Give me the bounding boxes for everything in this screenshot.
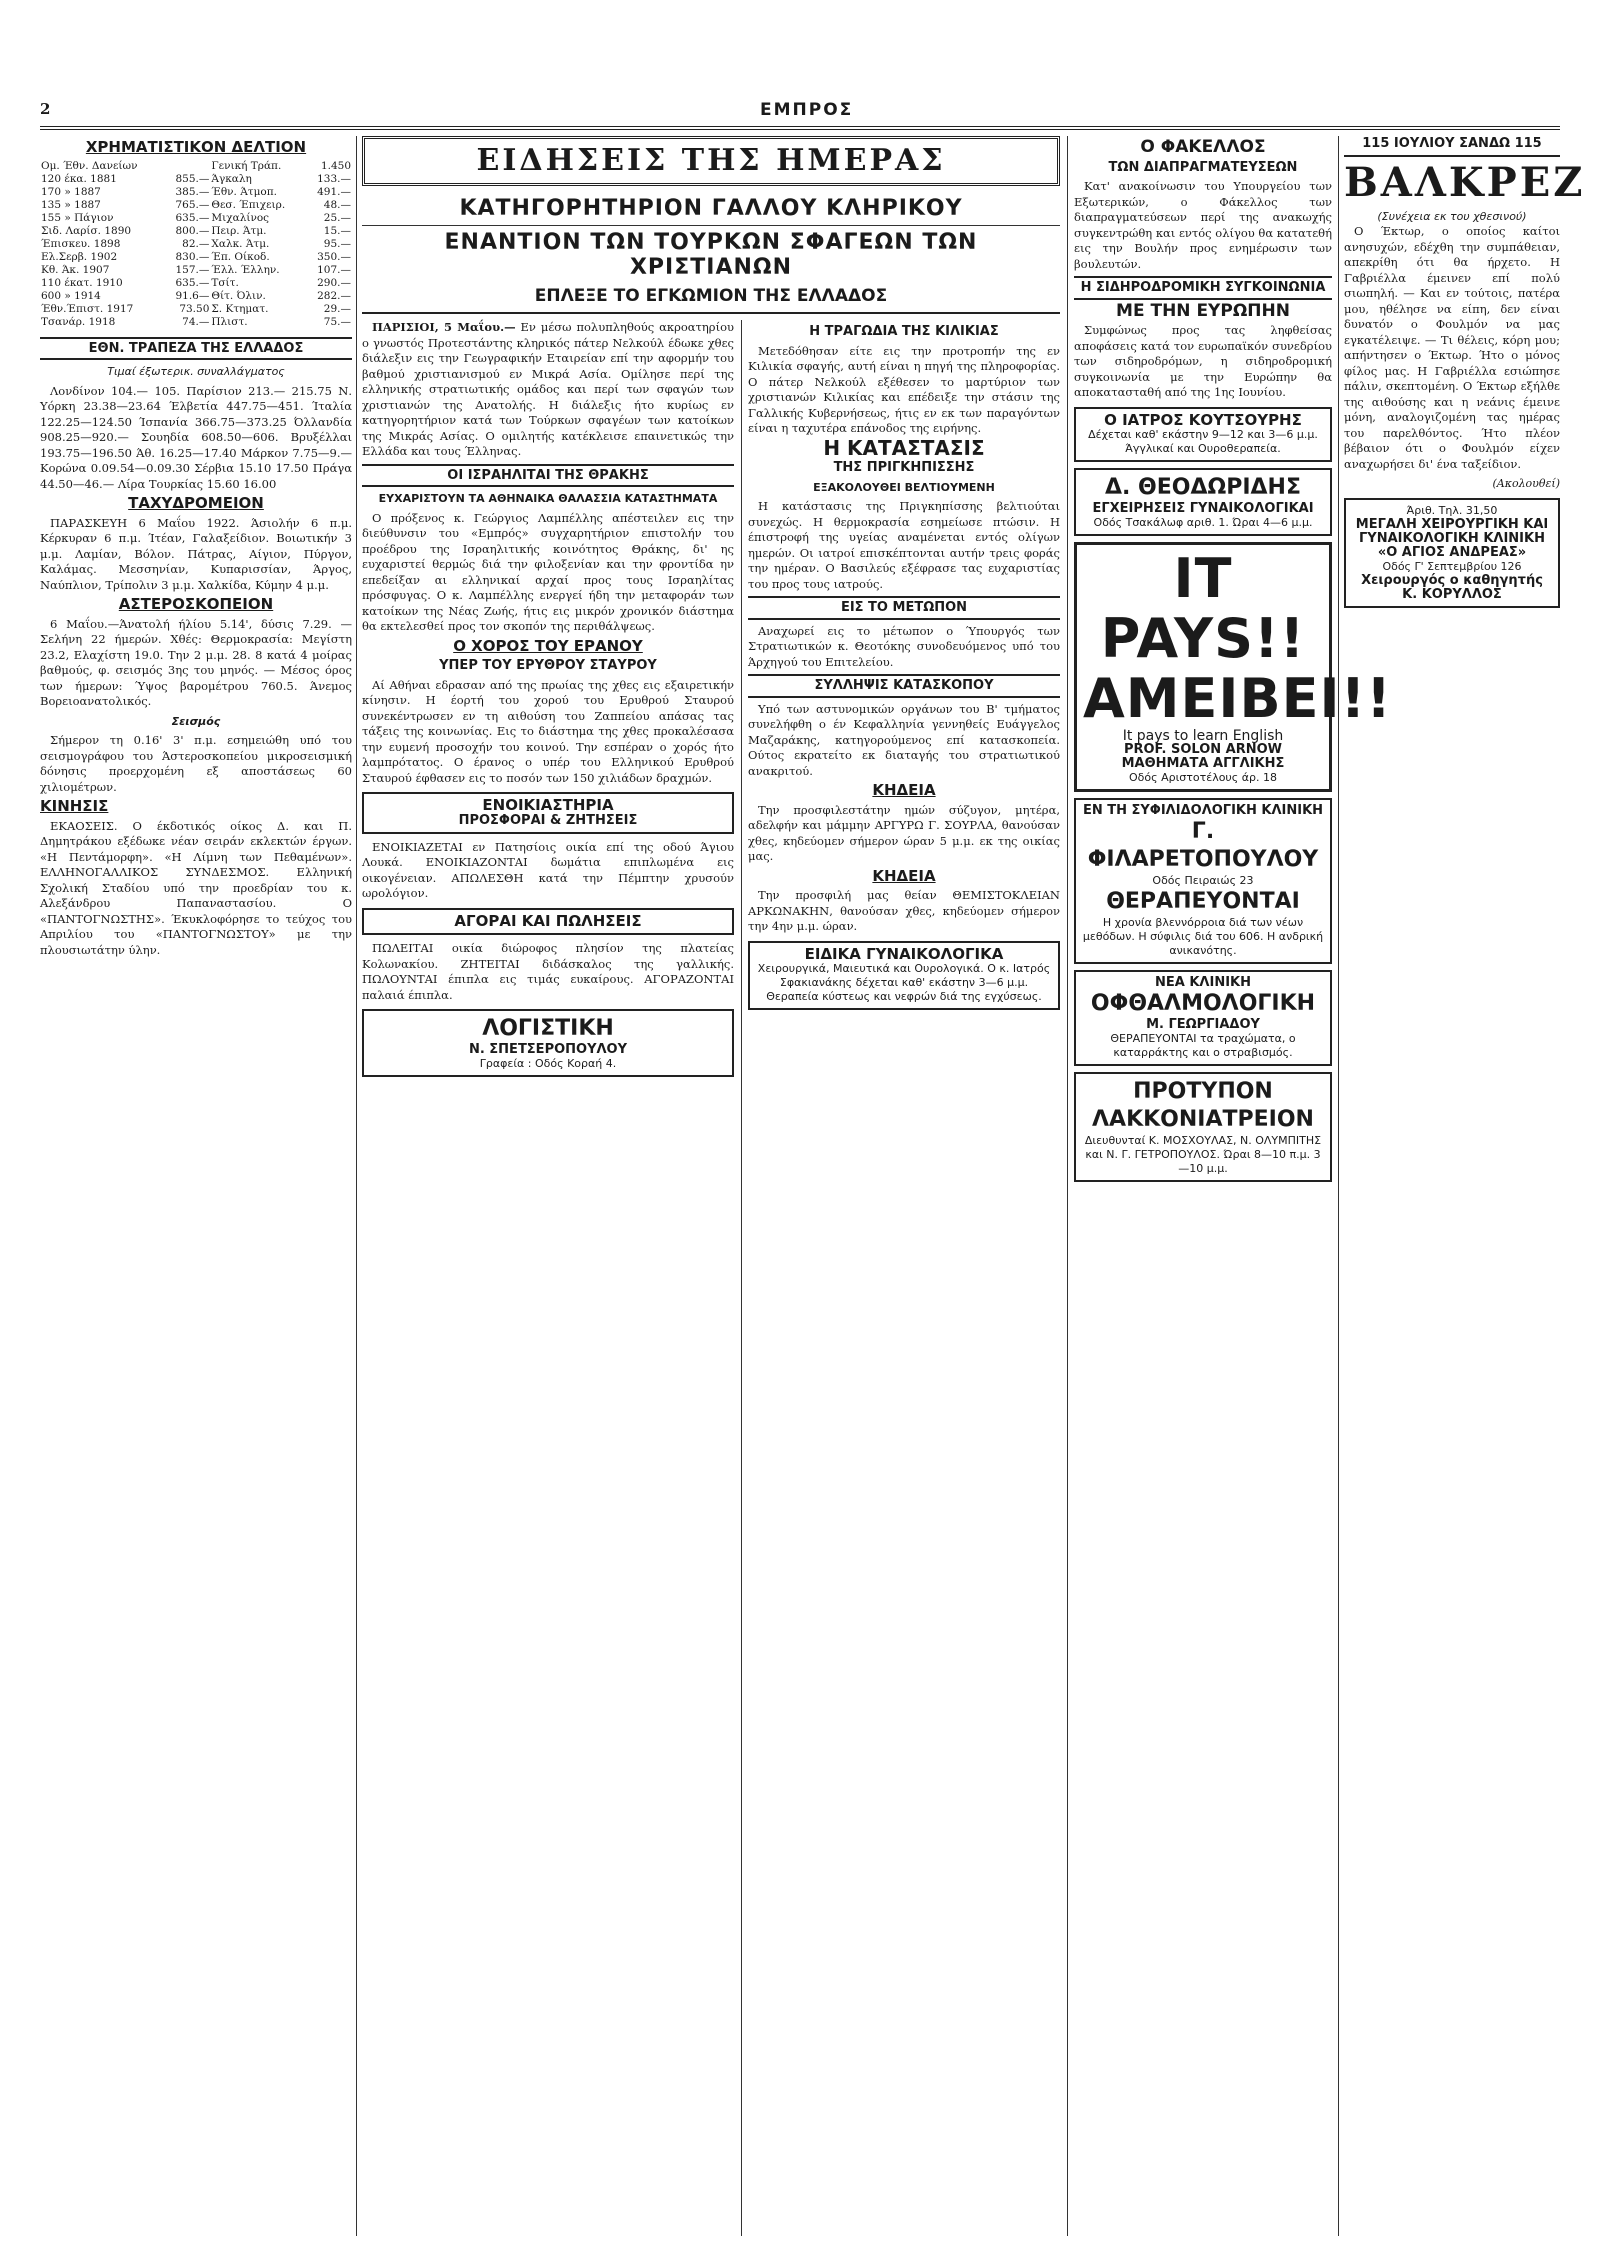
observatory-text: 6 Μαΐου.—Άνατολή ήλίου 5.14', δύσις 7.29. —Σελήνη 22 ήμερών. Χθές: Θερμοκρασία: Μεγίστη 23.2, Ελαχίστη 19.0. Την 2 μ.μ. 28. 8 κατά 4 μοίρας βαθμούς, φ. σεισμός 3ης του μηνός. — Μέσος όρος των ήμερων: Ύψος βαρομέτρου 760.5. Άνεμος Βορειοανατολικός. [40,616,352,708]
column-3 [748,320,1060,2236]
column-2 [362,320,734,2236]
serial-title: ΒΑΛΚΡΕΖ [1344,158,1586,206]
bank-title: ΕΘΝ. ΤΡΑΠΕΖΑ ΤΗΣ ΕΛΛΑΔΟΣ [40,337,352,361]
story-title: ΕΙΣ ΤΟ ΜΕΤΩΠΟΝ [748,596,1060,620]
rate-label: 120 έκα. 1881 [41,172,117,185]
post-title: ΤΑΧΥΔΡΟΜΕΙΟΝ [128,494,264,512]
rate-value: 75.— [323,315,351,328]
story-subtitle: ΜΕ ΤΗΝ ΕΥΡΩΠΗΝ [1116,300,1290,321]
lead-headlines [362,196,1060,314]
notice-title: ΚΗΔΕΙΑ [872,866,936,885]
eye-clinic-title: ΟΦΘΑΛΜΟΛΟΓΙΚΗ [1090,991,1316,1016]
section-banner: ΕΙΔΗΣΕΙΣ ΤΗΣ ΗΜΕΡΑΣ [362,136,1060,186]
story-title: ΟΙ ΙΣΡΑΗΛΙΤΑΙ ΤΗΣ ΘΡΑΚΗΣ [362,464,734,488]
story-title: Ο ΦΑΚΕΛΛΟΣ [1140,137,1266,157]
rate-value: 74.— [182,315,210,328]
rate-row [40,173,352,186]
story-title: Η ΣΙΔΗΡΟΔΡΟΜΙΚΗ ΣΥΓΚΟΙΝΩΝΙΑ [1074,276,1332,300]
rate-row [40,225,352,238]
rate-label: Γενική Τράπ. [211,159,282,172]
seismic-text: Σήμερον τη 0.16' 3' π.μ. εσημειώθη υπό του σεισμογράφου του Άστεροσκοπείου μικροσεισμική δόνησις προερχομένη εξ αποστάσεως 60 χιλιομέτρων. [40,733,352,794]
rate-row [40,212,352,225]
rate-label: Ομ. Έθν. Δανείων [41,159,138,172]
rate-label: Έπ. Οίκοδ. [211,250,270,263]
rate-label: Έθν.Έπιστ. 1917 [41,302,134,315]
model-clinic-subtitle: ΛΑΚΚΟΝΙΑΤΡΕΙΟΝ [1092,1107,1314,1132]
clinic-title: ΕΝ ΤΗ ΣΥΦΙΛΙΔΟΛΟΓΙΚΗ ΚΛΙΝΙΚΗ [1082,803,1324,818]
story-body: Κατ' ανακοίνωσιν του Υπουργείου των Εξωτερικών, ο Φάκελλος των διαπραγματεύσεων περί της ανακωχής συγκεντρώθη και εντός ολίγου θα κατατεθή εις την Βουλήν προς ενημέρωσιν των βουλευτών. [1074,179,1332,271]
rate-value: 157.— [175,263,210,276]
newspaper-name: ΕΜΠΡΟΣ [760,100,854,120]
serial-header [1344,136,1586,224]
surgeon-name: Δ. ΘΕΟΔΩΡΙΔΗΣ [1105,475,1301,500]
rate-value: 635.— [175,211,210,224]
surgical-clinic-ad [1344,498,1560,608]
gynecology-body: Χειρουργικά, Μαιευτικά και Ουρολογικά. Ο κ. Ιατρός Σφακιανάκης δέχεται καθ' εκάστην 3—6 μ.μ. Θεραπεία κύστεως και νεφρών διά της εγχύσεως. [757,962,1051,1003]
rate-value: 91.6— [175,289,210,302]
story-subtitle: ΤΗΣ ΠΡΙΓΚΗΠΙΣΣΗΣ [833,460,975,475]
classifieds-box [362,792,734,834]
column-5 [1344,136,1586,2236]
rate-value: 830.— [175,250,210,263]
rate-label: Σιδ. Λαρίσ. 1890 [41,224,132,237]
rates-table [40,160,352,329]
rate-value: 48.— [323,198,351,211]
rate-row [40,303,352,316]
ad-headline-greek: ΑΜΕΙΒΕΙ!! [1083,667,1392,730]
movement-title: ΚΙΝΗΣΙΣ [40,797,109,815]
rate-value: 95.— [323,237,351,250]
clinic-name: Γ. ΦΙΛΑΡΕΤΟΠΟΥΛΟΥ [1087,819,1319,872]
surgical-clinic-title: ΜΕΓΑΛΗ ΧΕΙΡΟΥΡΓΙΚΗ ΚΑΙ ΓΥΝΑΙΚΟΛΟΓΙΚΗ ΚΛΙΝΙΚΗ [1355,516,1549,546]
accounting-name: Ν. ΣΠΕΤΣΕΡΟΠΟΥΛΟΥ [468,1042,628,1057]
sales-box [362,908,734,936]
clinic-ad [1074,798,1332,964]
rate-value [165,160,211,173]
rate-row [40,251,352,264]
rate-value: 15.— [323,224,351,237]
rate-value: 1.450 [320,159,351,172]
eye-clinic-ad [1074,970,1332,1066]
rate-label: Σ. Κτηματ. [211,302,269,315]
eye-clinic-body: ΘΕΡΑΠΕΥΟΝΤΑΙ τα τραχώματα, ο καταρράκτης και ο στραβισμός. [1110,1032,1296,1059]
story-title: Η ΤΡΑΓΩΔΙΑ ΤΗΣ ΚΙΛΙΚΙΑΣ [809,324,999,339]
rate-label: Ελ.Σερβ. 1902 [41,250,118,263]
masthead [40,100,1560,140]
gynecology-ad [748,941,1060,1011]
rate-label: 170 » 1887 [41,185,101,198]
serial-end: (Ακολουθεί) [1492,477,1560,490]
column-4 [1074,136,1392,2236]
lead-body-text: Εν μέσω πολυπληθούς ακροατηρίου ο γνωστός Προτεστάντης κληρικός πάτερ Νελκούλ έδωκε χθες διάλεξιν εις την Γεωγραφικήν Εταιρείαν επί την αφορμήν του βαθμού χριστιανισμού εν Μικρά Ασία. Ομίλησε περί της ελληνικής στρατιωτικής ομάδος και περί των σφαγών των χριστιανών της Ανατολής. Η διάλεξις ήτο κυρίως εν κατηγορητήριον κατά των Τούρκων σφαγέων των κατοίκων της Μικράς Ασίας. Ο ομιλητής κατέκλεισε επαινετικώς την Ελλάδα και τους Έλληνας. [362,320,734,458]
ad-address: Οδός Αριστοτέλους άρ. 18 [1129,771,1277,784]
ad-teacher: PROF. SOLON ARNOW [1123,742,1283,757]
rate-label: 135 » 1887 [41,198,101,211]
story-subtitle: ΤΩΝ ΔΙΑΠΡΑΓΜΑΤΕΥΣΕΩΝ [1108,159,1298,175]
rate-value: 491.— [317,185,351,198]
lead-body [362,320,734,460]
classifieds-title: ΕΝΟΙΚΙΑΣΤΗΡΙΑ [482,796,614,814]
notice-body: Την προσφιλεστάτην ημών σύζυγον, μητέρα, αδελφήν και μάμμην ΑΡΓΥΡΩ Γ. ΣΟΥΡΛΑ, θανούσαν χθες, κηδεύομεν σήμερον ώραν 5 μ.μ. εκ της οικίας μας. [748,802,1060,863]
accounting-ad [362,1009,734,1077]
rate-row [40,238,352,251]
clinic-body: Η χρονία βλεννόρροια διά των νέων μεθόδων. Η σύφιλις διά του 606. Η ανδρική ανικανότης. [1082,916,1324,957]
surgeon-address: Οδός Τσακάλωφ αριθ. 1. Ώραι 4—6 μ.μ. [1093,516,1313,529]
rate-value: 73.50 [179,302,210,315]
rate-value: 635.— [175,276,210,289]
rate-value: 107.— [317,263,351,276]
rate-label: Άγκαλη [211,172,252,185]
movement-text: ΕΚΑΟΣΕΙΣ. Ο έκδοτικός οίκος Δ. και Π. Δημητράκου εξέδωκε νέαν σειράν εκλεκτών έργων. «Η Πεντάμορφη». «Η Λίμνη των Πεθαμένων». ΕΛΛΗΝΟΓΑΛΛΙΚΟΣ ΣΥΝΔΕΣΜΟΣ. Ελληνική Σχολική Σταδίου υπό την προεδρίαν του κ. Αλεξάνδρου Παπαναστασίου. Ο «ΠΑΝΤΟΓΝΩΣΤΗΣ». Έκυκλοφόρησε το τεύχος του Απριλίου του «ΠΑΝΤΟΓΝΩΣΤΟΥ» με την πλουσιωτάτην ύλην. [40,818,352,957]
story-subtitle-2: ΕΞΑΚΟΛΟΥΘΕΙ ΒΕΛΤΙΟΥΜΕΝΗ [813,480,995,494]
story-title: Η ΚΑΤΑΣΤΑΣΙΣ [823,435,985,460]
story-subtitle: ΕΥΧΑΡΙΣΤΟΥΝ ΤΑ ΑΘΗΝΑΙΚΑ ΘΑΛΑΣΣΙΑ ΚΑΤΑΣΤΗΜΑΤΑ [378,492,718,505]
lead-headline-2: ΕΝΑΝΤΙΟΝ ΤΩΝ ΤΟΥΡΚΩΝ ΣΦΑΓΕΩΝ ΤΩΝ ΧΡΙΣΤΙΑΝΩΝ [444,230,978,280]
surgical-clinic-address: Οδός Γ' Σεπτεμβρίου 126 [1382,559,1522,573]
column-divider [1067,136,1068,2236]
clinic-headline: ΘΕΡΑΠΕΥΟΝΤΑΙ [1106,889,1300,914]
accounting-address: Γραφεία : Οδός Κοραή 4. [479,1057,617,1070]
serial-note: (Συνέχεια εκ του χθεσινού) [1377,209,1527,223]
model-clinic-body: Διευθυνταί Κ. ΜΟΣΧΟΥΛΑΣ, Ν. ΟΛΥΜΠΙΤΗΣ και Ν. Γ. ΓΕΤΡΟΠΟΥΛΟΣ. Ώραι 8—10 π.μ. 3—10 μ.μ. [1084,1134,1322,1175]
rate-value: 855.— [175,172,210,185]
serial-top: 115 ΙΟΥΛΙΟΥ ΣΑΝΔΩ 115 [1344,136,1560,157]
rate-label: 110 έκατ. 1910 [41,276,123,289]
story-subtitle: ΥΠΕΡ ΤΟΥ ΕΡΥΘΡΟΥ ΣΤΑΥΡΟΥ [439,658,657,673]
story-title: ΣΥΛΛΗΨΙΣ ΚΑΤΑΣΚΟΠΟΥ [748,674,1060,698]
rate-value: 29.— [323,302,351,315]
sales-text: ΠΩΛΕΙΤΑΙ οικία διώροφος πλησίον της πλατείας Κολωνακίου. ΖΗΤΕΙΤΑΙ διδάσκαλος της γαλλικής. ΠΩΛΟΥΝΤΑΙ έπιπλα εις τιμάς ευκαίρους. ΑΓΟΡΑΖΟΝΤΑΙ παλαιά έπιπλα. [362,941,734,1002]
eye-clinic-top: ΝΕΑ ΚΛΙΝΙΚΗ [1155,975,1251,990]
rate-row [40,277,352,290]
rate-label: Πλιστ. [211,315,248,328]
doctor-body: Δέχεται καθ' εκάστην 9—12 και 3—6 μ.μ. Άγγλικαί και Ουροθεραπεία. [1088,428,1318,455]
masthead-rule [40,126,1560,130]
serial-body: Ο Έκτωρ, ο οποίος καίτοι ανησυχών, εδέχθη την συμπάθειαν, απεκρίθη ότι θα ήρχετο. Η Γαβριέλλα έμεινεν επί πολύ σιωπηλή. — Και εν τούτοις, πατέρα μου, ηθέλησε να είπη, δεν είναι δυνατόν ο Φουλμόν να μας εγκατέλειψε. — Τι θέλεις, κόρη μου; απήντησεν ο Έκτωρ. Ήτο ο μόνος φίλος μας. Η Γαβριέλλα εσιώπησε πάλιν, σκεπτομένη. Ο Έκτωρ εξήλθε της αιθούσης και η νεάνις έμεινε μόνη, αναλογιζομένη τας ημέρας του παρελθόντος. Ήτο πλέον βέβαιον ότι ο Φουλμόν είχεν αναχωρήσει δι' ένα ταξείδιον. [1344,224,1560,471]
rate-label: 600 » 1914 [41,289,101,302]
rate-label: Θίτ. Όλιν. [211,289,266,302]
rate-label: Χαλκ. Άτμ. [211,237,270,250]
page-number: 2 [40,100,51,118]
notice-title: ΚΗΔΕΙΑ [872,781,936,799]
model-clinic-ad [1074,1072,1332,1182]
classifieds-text: ΕΝΟΙΚΙΑΖΕΤΑΙ εν Πατησίοις οικία επί της οδού Άγιου Λουκά. ΕΝΟΙΚΙΑΖΟΝΤΑΙ δωμάτια επιπλωμένα εις οικογένειαν. ΑΠΩΛΕΣΘΗ κατά την Πέμπτην χρυσούν ωρολόγιον. [362,839,734,900]
rate-row [40,199,352,212]
story-body: Αναχωρεί εις το μέτωπον ο Ύπουργός των Στρατιωτικών κ. Θεοτόκης συνοδευόμενος υπό του Άρχηγού του Επιτελείου. [748,623,1060,669]
story-body: Μετεδόθησαν είτε εις την προτροπήν της εν Κιλικία σφαγής, αυτή είναι η πηγή της πληροφορίας. Ο πάτερ Νελκούλ εξέθεσεν το μαρτύριον των χριστιανών Κιλικίας και επέδειξε την στάσιν της Γαλλικής Κυβερνήσεως, ήτις εν εκ των παραγόντων είναι η ταχυτέρα επάνοδος της ειρήνης. [748,343,1060,435]
rate-value: 350.— [317,250,351,263]
surgical-clinic-phone: Άριθ. Τηλ. 31,50 [1406,503,1498,517]
doctor-ad [1074,407,1332,463]
observatory-title: ΑΣΤΕΡΟΣΚΟΠΕΙΟΝ [118,595,274,613]
rate-label: Πειρ. Άτμ. [211,224,267,237]
story-body: Ο πρόξενος κ. Γεώργιος Λαμπέλλης απέστειλεν εις την διεύθυνσιν του «Εμπρός» συγχαρητήριον επιστολήν του προέδρου της Ισραηλιτικής κοινότητος Θράκης, δι' ης ευχαριστεί θερμώς διά την φιλοξενίαν και την φροντίδα ην επεδείξαν αι ελληνικαί αρχαί προς τους Ισραηλίτας πρόσφυγας. Ο κ. Λαμπέλλης ενεργεί ήδη την μεταφοράν των κατοίκων της Νέας Ζωής, ήτις εις μικρόν χρονικόν διάστημα θα εκτελεσθεί προς τον σκοπόν της περιθάλψεως. [362,510,734,633]
rate-row [40,316,352,329]
story-body: Η κατάστασις της Πριγκηπίσσης βελτιούται συνεχώς. Η θερμοκρασία εσημείωσε πτώσιν. Η έπιστροφή της υγείας αναμένεται εντός ολίγων ημερών. Οι ιατροί επισκέπτονται αυτήν τρεις φοράς την ημέραν. Ο Βασιλεύς εξέφρασε τας ευχαριστίας του προς τους ιατρούς. [748,499,1060,591]
sales-title: ΑΓΟΡΑΙ ΚΑΙ ΠΩΛΗΣΕΙΣ [454,911,642,930]
rate-row [40,186,352,199]
rate-row [40,264,352,277]
lead-headline-1: ΚΑΤΗΓΟΡΗΤΗΡΙΟΝ ΓΑΛΛΟΥ ΚΛΗΡΙΚΟΥ [362,196,1060,226]
rate-label: Έθν. Άτμοπ. [211,185,277,198]
surgeon-ad [1074,468,1332,536]
gynecology-title: ΕΙΔΙΚΑ ΓΥΝΑΙΚΟΛΟΓΙΚΑ [804,944,1004,963]
surgical-clinic-doctor: Χειρουργός ο καθηγητής Κ. ΚΟΡΥΛΛΟΣ [1361,572,1543,602]
column-divider [356,136,357,2236]
rate-value: 25.— [323,211,351,224]
surgeon-specialty: ΕΓΧΕΙΡΗΣΕΙΣ ΓΥΝΑΙΚΟΛΟΓΙΚΑΙ [1092,501,1314,516]
bank-subtitle: Τιμαί έξωτερικ. συναλλάγματος [107,365,285,378]
rate-label: Τσίτ. [211,276,239,289]
classifieds-subtitle: ΠΡΟΣΦΟΡΑΙ & ΖΗΤΗΣΕΙΣ [458,812,638,828]
rate-row [40,290,352,303]
accounting-title: ΛΟΓΙΣΤΙΚΗ [482,1016,614,1041]
lead-dateline: ΠΑΡΙΣΙΟΙ, 5 Μαΐου.— [372,320,516,334]
rate-label: Τσανάρ. 1918 [41,315,116,328]
rate-label: Έπισκευ. 1898 [41,237,121,250]
model-clinic-title: ΠΡΟΤΥΠΟΝ [1133,1079,1273,1104]
rate-value: 290.— [317,276,351,289]
rate-label: Έλλ. Έλλην. [211,263,280,276]
story-body: Αί Αθήναι εδρασαν από της πρωίας της χθες εις εξαιρετικήν κίνησιν. Η έορτή του χορού του Ερυθρού Σταυρού συνεκέντρωσεν εν τη αιθούση του Ζαππείου απάσας τας τάξεις της κοινωνίας. Εις το διάστημα της χθες προκαλέσασα την ευμενή προσοχήν του κοινού. Την εσπέραν ο χορός ήτο λαμπρότατος. Ο έρανος ο υπέρ του Ελληνικού Ερυθρού Σταυρού έφθασεν εις το ποσόν των 150 χιλιάδων δραχμών. [362,677,734,785]
column-divider [1338,136,1339,2236]
rate-value: 385.— [175,185,210,198]
story-body: Υπό των αστυνομικών οργάνων του Β' τμήματος συνελήφθη ο έν Κεφαλληνία γεννηθείς Ευάγγελος Μαζαράκης, κατηγορούμενος επί κατασκοπεία. Ούτος εκρατείτο εκ διαταγής του στρατιωτικού ανακριτού. [748,701,1060,778]
rate-value: 133.— [317,172,351,185]
english-lessons-ad [1074,542,1392,792]
post-text: ΠΑΡΑΣΚΕΥΗ 6 Μαΐου 1922. Άσιολήν 6 π.μ. Κέρκυραν 6 π.μ. Ίτέαν, Γαλαξείδιον. Βοιωτικήν 3 μ.μ. Λαμίαν, Βόλον. Πάτρας, Αίγιον, Πύργον, Καλάμας. Μεσσηνίαν, Κυπαρισσίαν, Άργος, Ναύπλιον, Τρίπολιν 3 μ.μ. Χαλκίδα, Κύμην 4 μ.μ. [40,515,352,592]
doctor-title: Ο ΙΑΤΡΟΣ ΚΟΥΤΣΟΥΡΗΣ [1104,410,1302,429]
clinic-address: Οδός Πειραιώς 23 [1152,874,1254,887]
eye-clinic-doctor: Μ. ΓΕΩΡΓΙΑΔΟΥ [1146,1017,1260,1032]
column-1 [40,136,352,2236]
ad-tagline: It pays to learn English [1122,728,1284,744]
bank-rates-text: Λονδίνον 104.— 105. Παρίσιον 213.— 215.75 Ν. Υόρκη 23.38—23.64 Έλβετία 447.75—451. Ίταλία 122.25—124.50 Ίσπανία 366.75—373.25 Όλλανδία 908.25—920.— Σουηδία 608.50—606. Βρυξέλλαι 193.75—196.50 Άθ. 16.25—17.40 Μάρκον 7.75—9.— Κορώνα 0.09.54—0.09.30 Σέρβια 15.10 17.50 Πράγα 44.50—46.— Λίρα Τουρκίας 15.60 16.00 [40,383,352,491]
rate-row [40,160,352,173]
rate-value: 282.— [317,289,351,302]
story-body: Συμφώνως προς τας ληφθείσας αποφάσεις κατά τον ευρωπαϊκόν συνεδρίου των σιδηροδρόμων, η σιδηροδρομική συγκοινωνία με την Ευρώπην θα αποκατασταθή από της 1ης Ιουνίου. [1074,323,1332,399]
column-divider [741,320,742,2236]
rate-value: 82.— [182,237,210,250]
story-title: Ο ΧΟΡΟΣ ΤΟΥ ΕΡΑΝΟΥ [453,636,643,655]
rate-label: Θεσ. Έπιχειρ. [211,198,286,211]
rate-value: 765.— [175,198,210,211]
finance-title: ΧΡΗΜΑΤΙΣΤΙΚΟΝ ΔΕΛΤΙΟΝ [85,138,307,156]
rate-value: 800.— [175,224,210,237]
notice-body: Την προσφιλή μας θείαν ΘΕΜΙΣΤΟΚΛΕΙΑΝ ΑΡΚΩΝΑΚΗΝ, θανούσαν χθες, κηδεύομεν σήμερον την 4ην μ.μ. ώραν. [748,888,1060,933]
rate-label: Κθ. Άκ. 1907 [41,263,110,276]
rate-label: 155 » Πάγιον [41,211,114,224]
ad-headline-english: IT PAYS!! [1100,547,1306,670]
surgical-clinic-name: «Ο ΑΓΙΟΣ ΑΝΔΡΕΑΣ» [1377,544,1527,560]
ad-subject: ΜΑΘΗΜΑΤΑ ΑΓΓΛΙΚΗΣ [1121,756,1285,771]
lead-headline-3: ΕΠΛΕΞΕ ΤΟ ΕΓΚΩΜΙΟΝ ΤΗΣ ΕΛΛΑΔΟΣ [362,280,1060,314]
seismic-title: Σεισμός [171,714,221,728]
rate-label: Μιχαλίνος [211,211,270,224]
